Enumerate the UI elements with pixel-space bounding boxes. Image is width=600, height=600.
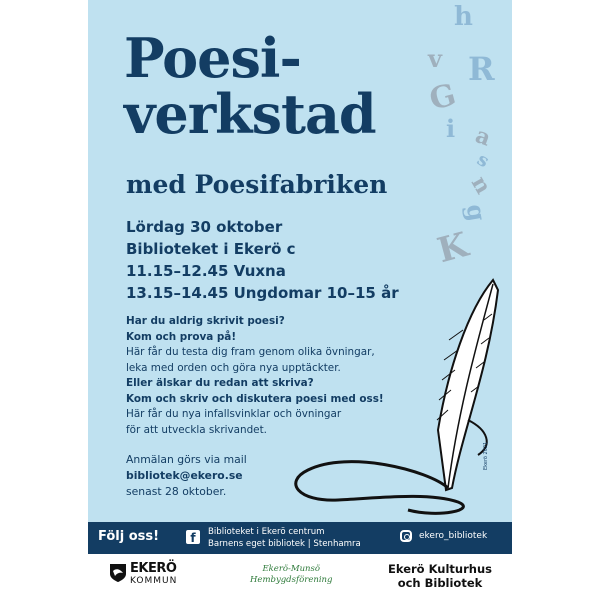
- kulturhus-logo: [388, 562, 492, 590]
- body-paragraph-2a: Här får du nya infallsvinklar och övningar: [126, 408, 342, 420]
- hembygdsforening-logo: [250, 564, 332, 586]
- title-line-1: Poesi-: [124, 26, 301, 90]
- event-place: Biblioteket i Ekerö c: [126, 240, 296, 258]
- quill-illustration: [288, 270, 508, 520]
- body-paragraph-2b: för att utveckla skrivandet.: [126, 423, 267, 436]
- poster: [88, 0, 512, 600]
- letter-r: R: [468, 50, 495, 88]
- body-question-2: Eller älskar du redan att skriva?: [126, 377, 314, 389]
- title-line-2: verkstad: [124, 82, 376, 146]
- kommun-logo-line-2: KOMMUN: [130, 576, 178, 586]
- letter-h: h: [454, 2, 473, 32]
- kulturhus-logo-line-1: Ekerö Kulturhus: [388, 562, 492, 576]
- facebook-page-2[interactable]: Barnens eget bibliotek | Stenhamra: [208, 539, 361, 549]
- signup-deadline: senast 28 oktober.: [126, 485, 227, 498]
- letter-a: a: [471, 122, 495, 152]
- event-session-youth: 13.15–14.45 Ungdomar 10–15 år: [126, 284, 399, 302]
- letter-s: s: [473, 148, 493, 173]
- event-session-adults: 11.15–12.45 Vuxna: [126, 262, 286, 280]
- facebook-page-1[interactable]: Biblioteket i Ekerö centrum: [208, 527, 325, 537]
- poster-main-panel: [88, 0, 512, 522]
- instagram-handle[interactable]: ekero_bibliotek: [419, 531, 488, 541]
- body-question-1: Har du aldrig skrivit poesi?: [126, 315, 285, 327]
- signup-line: Anmälan görs via mail: [126, 453, 247, 466]
- ekero-kommun-crest-icon: [109, 563, 127, 583]
- letter-v: v: [428, 44, 442, 73]
- signup-info: [126, 452, 247, 500]
- instagram-icon[interactable]: [400, 530, 412, 542]
- poster-title: [124, 26, 376, 146]
- letter-i: i: [446, 114, 456, 143]
- body-question-1b: Kom och prova på!: [126, 330, 237, 343]
- letter-k: K: [433, 224, 473, 272]
- ekero-kommun-logo: [130, 562, 177, 588]
- signup-email-link[interactable]: bibliotek@ekero.se: [126, 469, 243, 482]
- facebook-pages[interactable]: [208, 526, 361, 550]
- poster-subtitle: med Poesifabriken: [126, 170, 388, 199]
- body-paragraph-1b: leka med orden och göra nya upptäckter.: [126, 361, 341, 374]
- body-paragraph-1a: Här får du testa dig fram genom olika övningar,: [126, 346, 375, 358]
- event-date: Lördag 30 oktober: [126, 218, 283, 236]
- letter-g2: g: [460, 201, 493, 224]
- letter-n: n: [465, 171, 497, 199]
- kommun-logo-line-1: EKERÖ: [130, 561, 177, 576]
- facebook-icon[interactable]: f: [186, 530, 200, 544]
- credit-text: Ekerö 2021: [483, 441, 489, 470]
- hembygd-logo-line-2: Hembygdsförening: [250, 575, 333, 585]
- social-footer: [88, 522, 512, 554]
- follow-us-label: Följ oss!: [98, 529, 160, 544]
- kulturhus-logo-line-2: och Bibliotek: [397, 576, 483, 590]
- letter-g: G: [425, 77, 460, 118]
- body-question-2b: Kom och skriv och diskutera poesi med oss!: [126, 392, 384, 405]
- hembygd-logo-line-1: Ekerö-Munsö: [262, 564, 321, 574]
